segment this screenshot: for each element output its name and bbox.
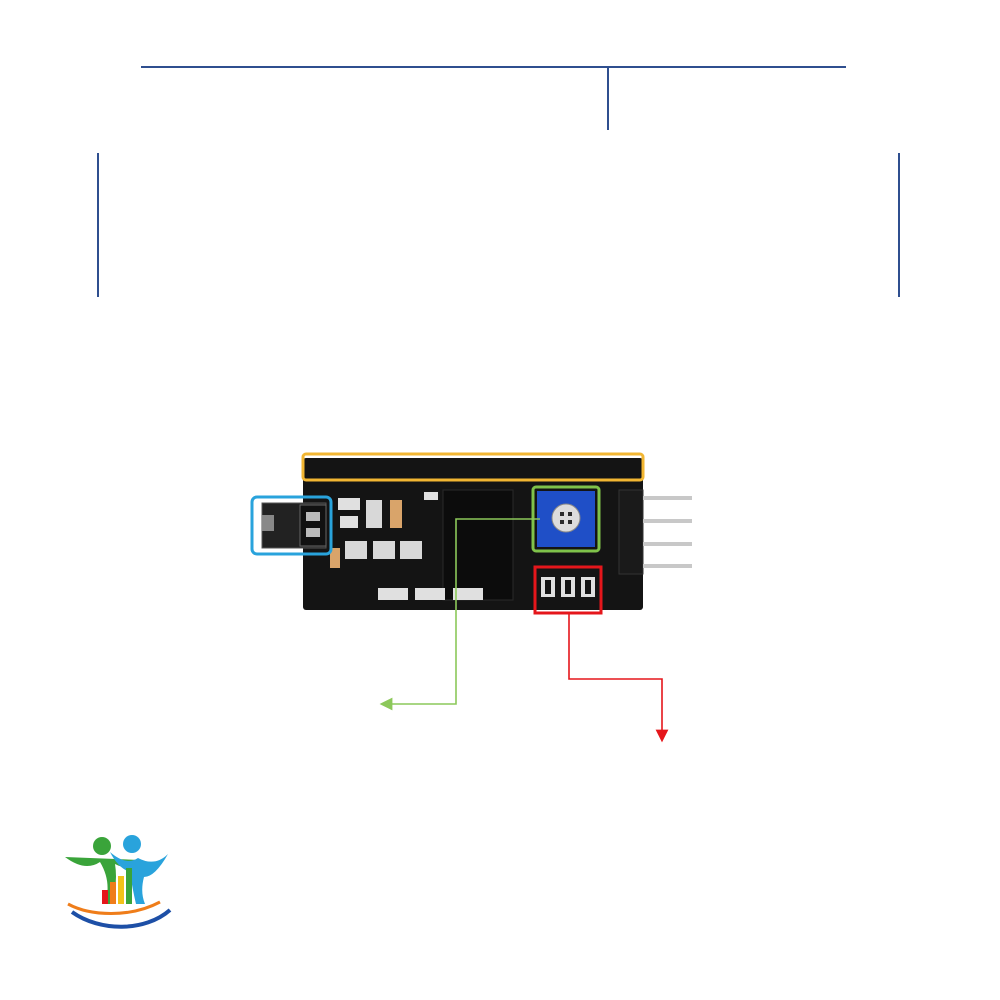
smd-capacitor xyxy=(366,500,382,528)
selector-arrow xyxy=(569,614,662,736)
resistor-102 xyxy=(415,588,445,600)
resistor-101 xyxy=(378,588,408,600)
pcf8574-chip xyxy=(443,490,513,600)
i2c-pin-header xyxy=(619,490,643,574)
ardunel-logo xyxy=(60,832,175,937)
transistor xyxy=(338,498,360,510)
